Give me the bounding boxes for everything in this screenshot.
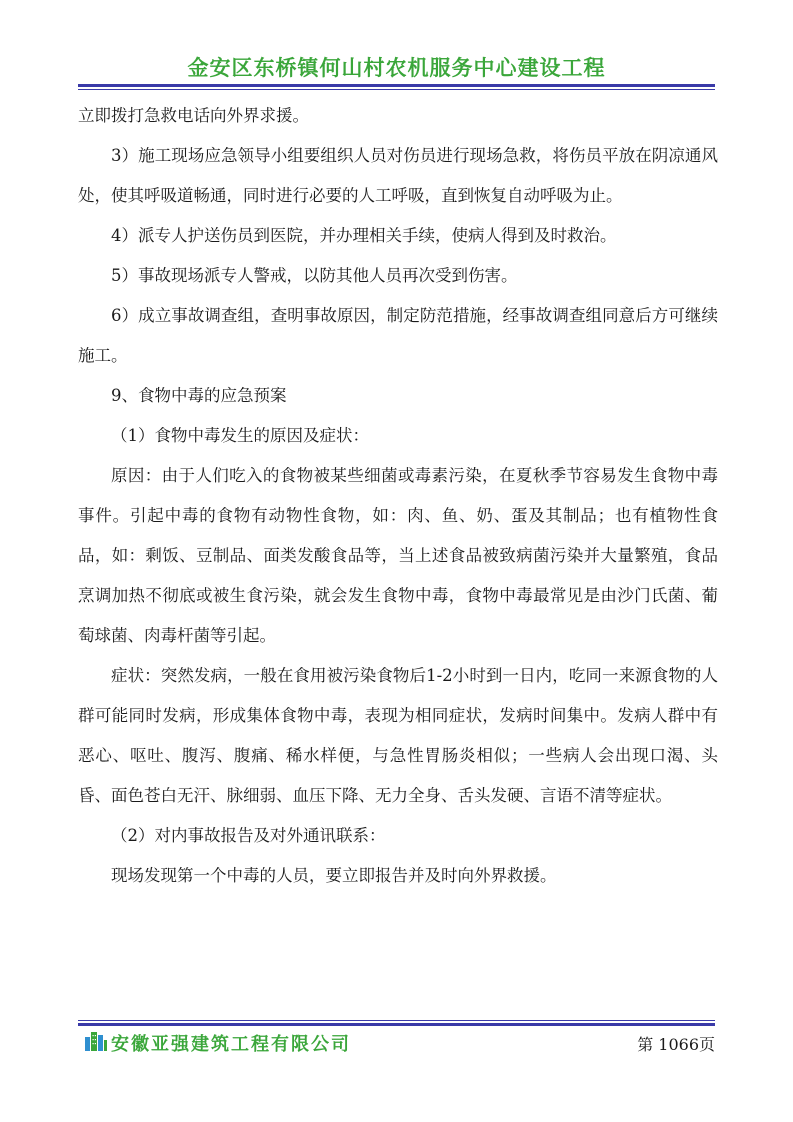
header-rule-thick bbox=[78, 84, 715, 87]
footer-rule-thin bbox=[78, 1020, 715, 1021]
paragraph: 立即拨打急救电话向外界求援。 bbox=[78, 106, 309, 125]
footer-company-name: 安徽亚强建筑工程有限公司 bbox=[111, 1034, 351, 1055]
section-heading: 9、食物中毒的应急预案 bbox=[111, 386, 287, 405]
paragraph: 现场发现第一个中毒的人员，要立即报告并及时向外界救援。 bbox=[111, 866, 557, 885]
subsection-heading: （2）对内事故报告及对外通讯联系： bbox=[111, 826, 386, 845]
paragraph: 3）施工现场应急领导小组要组织人员对伤员进行现场急救，将伤员平放在阴凉通风处，使其呼吸道畅通，同时进行必要的人工呼吸，直到恢复自动呼吸为止。 bbox=[78, 146, 718, 205]
document-body bbox=[78, 96, 718, 896]
footer-rule-thick bbox=[78, 1023, 715, 1026]
building-logo-icon bbox=[84, 1031, 108, 1051]
header-title: 金安区东桥镇何山村农机服务中心建设工程 bbox=[187, 56, 606, 80]
header-rule-thin bbox=[78, 89, 715, 90]
paragraph: 6）成立事故调查组，查明事故原因，制定防范措施，经事故调查组同意后方可继续施工。 bbox=[78, 306, 718, 365]
paragraph: 原因：由于人们吃入的食物被某些细菌或毒素污染，在夏秋季节容易发生食物中毒事件。引起中毒的食物有动物性食物，如：肉、鱼、奶、蛋及其制品；也有植物性食品，如：剩饭、豆制品、面类发酸食品等，当上述食品被致病菌污染并大量繁殖，食品烹调加热不彻底或被生食污染，就会发生食物中毒，食物中毒最常见是由沙门氏菌、葡萄球菌、肉毒杆菌等引起。 bbox=[78, 466, 718, 645]
page-number: 第 1066页 bbox=[637, 1035, 715, 1054]
paragraph: 5）事故现场派专人警戒，以防其他人员再次受到伤害。 bbox=[111, 266, 518, 285]
paragraph: 4）派专人护送伤员到医院，并办理相关手续，使病人得到及时救治。 bbox=[111, 226, 617, 245]
paragraph: 症状：突然发病，一般在食用被污染食物后1-2小时到一日内，吃同一来源食物的人群可能同时发病，形成集体食物中毒，表现为相同症状，发病时间集中。发病人群中有恶心、呕吐、腹泻、腹痛、稀水样便，与急性胃肠炎相似；一些病人会出现口渴、头昏、面色苍白无汗、脉细弱、血压下降、无力全身、舌头发硬、言语不清等症状。 bbox=[78, 666, 718, 805]
subsection-heading: （1）食物中毒发生的原因及症状： bbox=[111, 426, 369, 445]
